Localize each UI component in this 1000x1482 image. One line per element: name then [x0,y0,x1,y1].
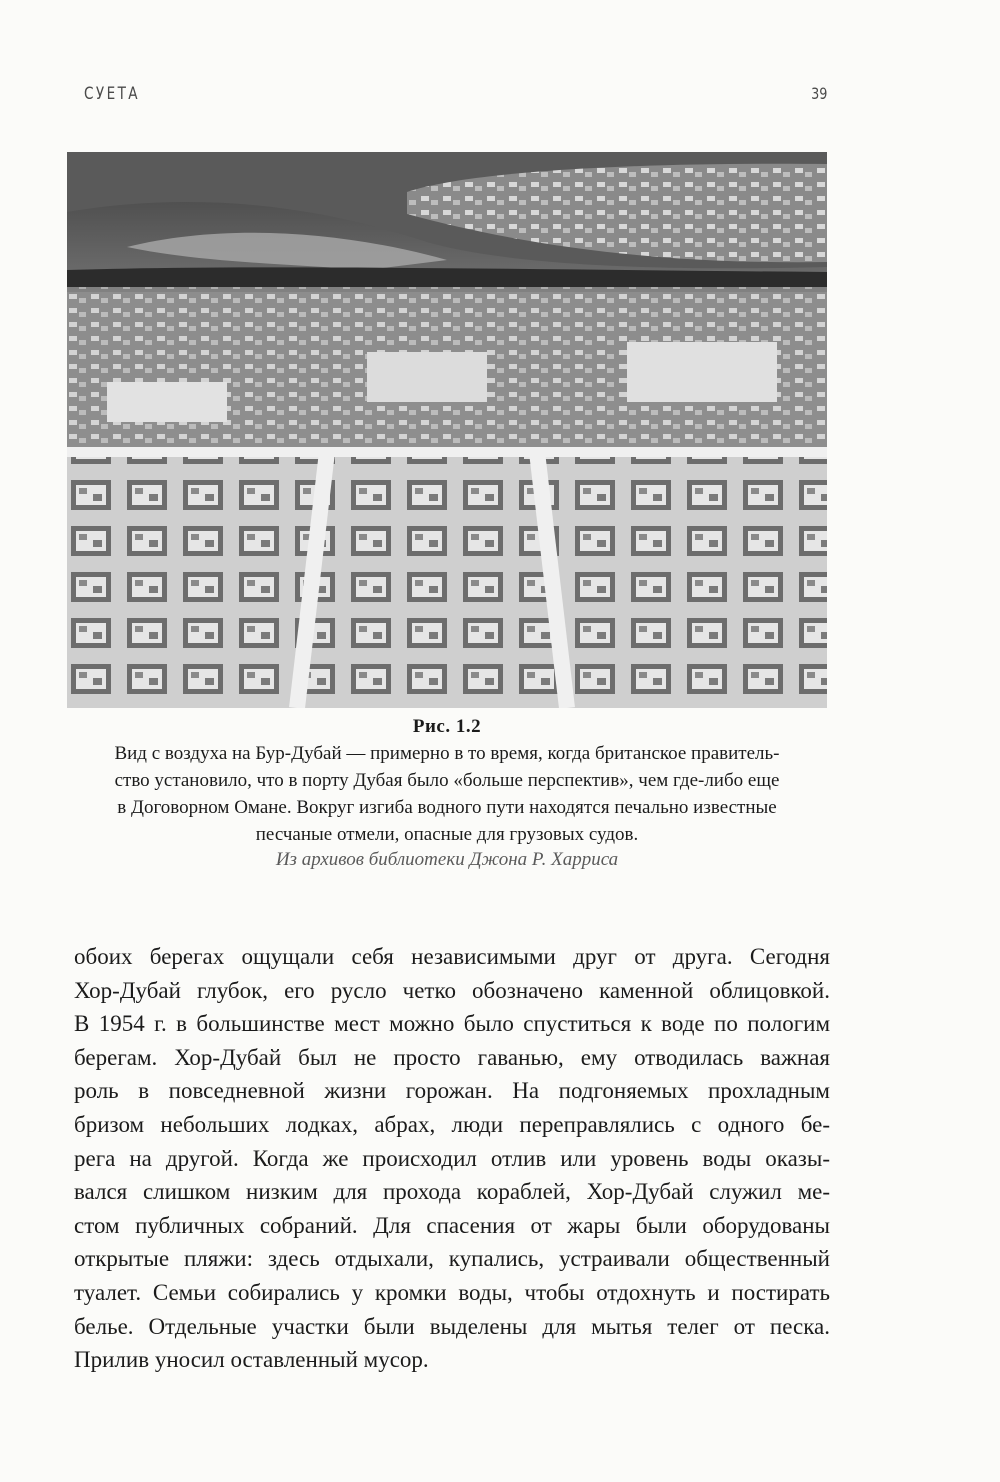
body-line: туалет. Семьи собирались у кромки воды, чтобы отдохнуть и постирать [74,1279,830,1305]
figure-label: Рис. 1.2 [412,716,482,737]
body-line: Прилив уносил оставленный мусор. [74,1347,429,1373]
caption-line: ство установило, что в порту Дубая было «больше перспектив», чем где-либо еще [114,770,780,791]
body-line: В 1954 г. в большинстве мест можно было спуститься к воде по пологим [74,1011,830,1037]
caption-line: в Договорном Омане. Вокруг изгиба водного пути находятся печально известные [117,797,777,818]
running-title: СУЕТА [84,84,140,104]
body-line: Хор-Дубай глубок, его русло четко обозначено каменной облицовкой. [74,977,830,1003]
page-number: 39 [810,84,827,103]
body-paragraph [74,940,830,1377]
aerial-photo-bur-dubai [67,152,827,708]
body-line: стом публичных собраний. Для спасения от жары были оборудованы [74,1212,830,1238]
figure-credit: Из архивов библиотеки Джона Р. Харриса [275,849,619,870]
caption-line: Вид с воздуха на Бур-Дубай — примерно в то время, когда британское правитель- [114,743,780,764]
body-line: вался слишком низким для прохода кораблей, Хор-Дубай служил ме- [74,1179,830,1205]
body-line: открытые пляжи: здесь отдыхали, купались, устраивали общественный [74,1246,830,1272]
body-line: бризом небольших лодках, абрах, люди переправлялись с одного бе- [74,1111,830,1137]
body-line: белье. Отдельные участки были выделены для мытья телег от песка. [74,1313,830,1339]
figure-caption [67,740,827,848]
body-line: роль в повседневной жизни горожан. На подгоняемых прохладным [74,1078,830,1104]
body-line: обоих берегах ощущали себя независимыми друг от друга. Сегодня [74,944,830,969]
body-line: рега на другой. Когда же происходил отлив или уровень воды оказы- [74,1145,830,1171]
body-line: берегам. Хор-Дубай был не просто гаванью, ему отводилась важная [74,1044,830,1070]
caption-line: песчаные отмели, опасные для грузовых судов. [255,824,639,845]
